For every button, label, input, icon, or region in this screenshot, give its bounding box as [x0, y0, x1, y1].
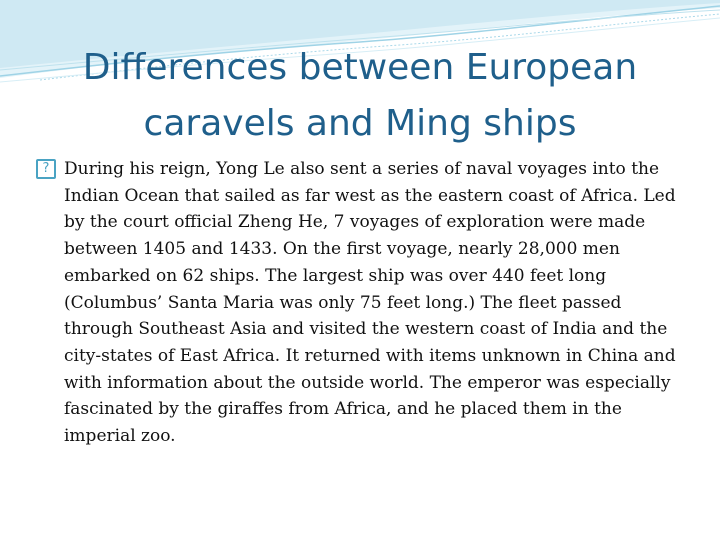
slide-content: [36, 156, 686, 450]
bullet-marker-icon: ?: [36, 159, 56, 179]
bullet-item: [36, 156, 686, 450]
bullet-text: During his reign, Yong Le also sent a series of naval voyages into the Indian Ocean that sailed as far west as the eastern coast of Africa. Led by the court official Zheng He, 7 voyages of exploration were made between 1405 and 1433. On the first voyage, nearly 28,000 men embarked on 62 ships. The largest ship was over 440 feet long (Columbus’ Santa Maria was only 75 feet long.) The fleet passed through Southeast Asia and visited the western coast of India and the city-states of East Africa. It returned with items unknown in China and with information about the outside world. The emperor was especially fascinated by the giraffes from Africa, and he placed them in the imperial zoo.: [64, 159, 676, 447]
slide-title: Differences between European caravels and Ming ships: [82, 47, 638, 144]
